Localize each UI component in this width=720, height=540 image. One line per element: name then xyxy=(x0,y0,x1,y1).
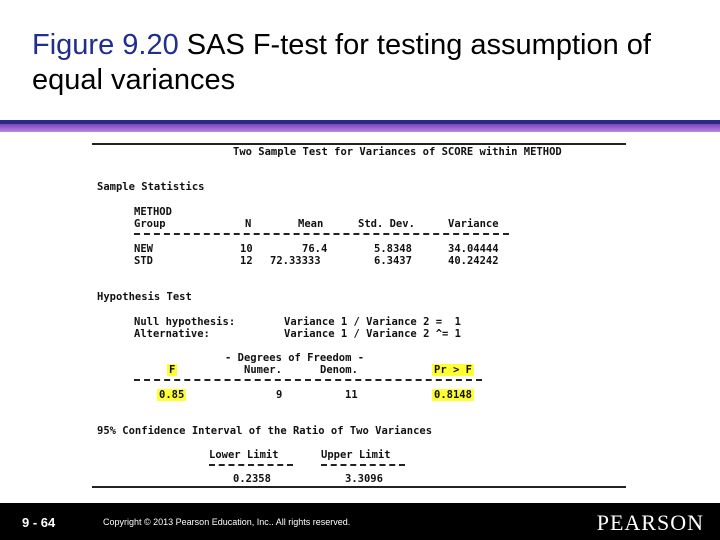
p-header: Pr > F xyxy=(434,364,472,376)
title-divider xyxy=(0,120,720,132)
ftest-table-rule xyxy=(134,379,482,381)
row-mean: 72.33333 xyxy=(270,255,321,267)
denom-header: Denom. xyxy=(320,364,358,376)
row-group: STD xyxy=(134,255,153,267)
page-number: 9 - 64 xyxy=(22,515,56,530)
stats-table-rule xyxy=(134,233,509,235)
row-variance: 40.24242 xyxy=(448,255,499,267)
row-std: 6.3437 xyxy=(374,255,412,267)
output-bottom-line xyxy=(92,486,626,488)
ci-heading: 95% Confidence Interval of the Ratio of Two Variances xyxy=(97,425,433,437)
ci-lower-rule xyxy=(209,464,293,466)
denom-value: 11 xyxy=(345,389,358,401)
col-header-group: Group xyxy=(134,218,166,230)
method-label: METHOD xyxy=(134,206,172,218)
alternative-label: Alternative: xyxy=(134,328,210,340)
upper-limit-value: 3.3096 xyxy=(345,473,383,485)
dof-heading: - Degrees of Freedom - xyxy=(225,352,365,364)
row-group: NEW xyxy=(134,243,153,255)
lower-limit-header: Lower Limit xyxy=(209,449,279,461)
figure-caption: SAS F-test for testing assumption of equal variances xyxy=(32,29,651,96)
f-value: 0.85 xyxy=(159,389,185,401)
slide-title xyxy=(32,28,692,98)
null-hypothesis-label: Null hypothesis: xyxy=(134,316,236,328)
copyright-notice: Copyright © 2013 Pearson Education, Inc.. All rights reserved. xyxy=(103,517,351,527)
numer-value: 9 xyxy=(276,389,283,401)
alternative-value: Variance 1 / Variance 2 ^= 1 xyxy=(284,328,462,340)
row-std: 5.8348 xyxy=(374,243,412,255)
output-header: Two Sample Test for Variances of SCORE within METHOD xyxy=(233,146,562,158)
row-variance: 34.04444 xyxy=(448,243,499,255)
col-header-std: Std. Dev. xyxy=(358,218,415,230)
upper-limit-header: Upper Limit xyxy=(321,449,391,461)
figure-label: Figure 9.20 xyxy=(32,29,179,61)
sample-stats-heading: Sample Statistics xyxy=(97,181,205,193)
hypothesis-heading: Hypothesis Test xyxy=(97,291,192,303)
output-top-line xyxy=(92,143,626,145)
sas-output-panel xyxy=(92,141,626,488)
row-n: 10 xyxy=(240,243,253,255)
numer-header: Numer. xyxy=(244,364,282,376)
row-n: 12 xyxy=(240,255,253,267)
p-value: 0.8148 xyxy=(434,389,472,401)
col-header-variance: Variance xyxy=(448,218,499,230)
slide-footer xyxy=(0,503,720,540)
row-mean: 76.4 xyxy=(302,243,328,255)
f-header: F xyxy=(169,364,176,376)
col-header-n: N xyxy=(245,218,252,230)
ci-upper-rule xyxy=(321,464,405,466)
col-header-mean: Mean xyxy=(298,218,324,230)
null-hypothesis-value: Variance 1 / Variance 2 = 1 xyxy=(284,316,462,328)
lower-limit-value: 0.2358 xyxy=(233,473,271,485)
pearson-logo: PEARSON xyxy=(596,510,704,535)
